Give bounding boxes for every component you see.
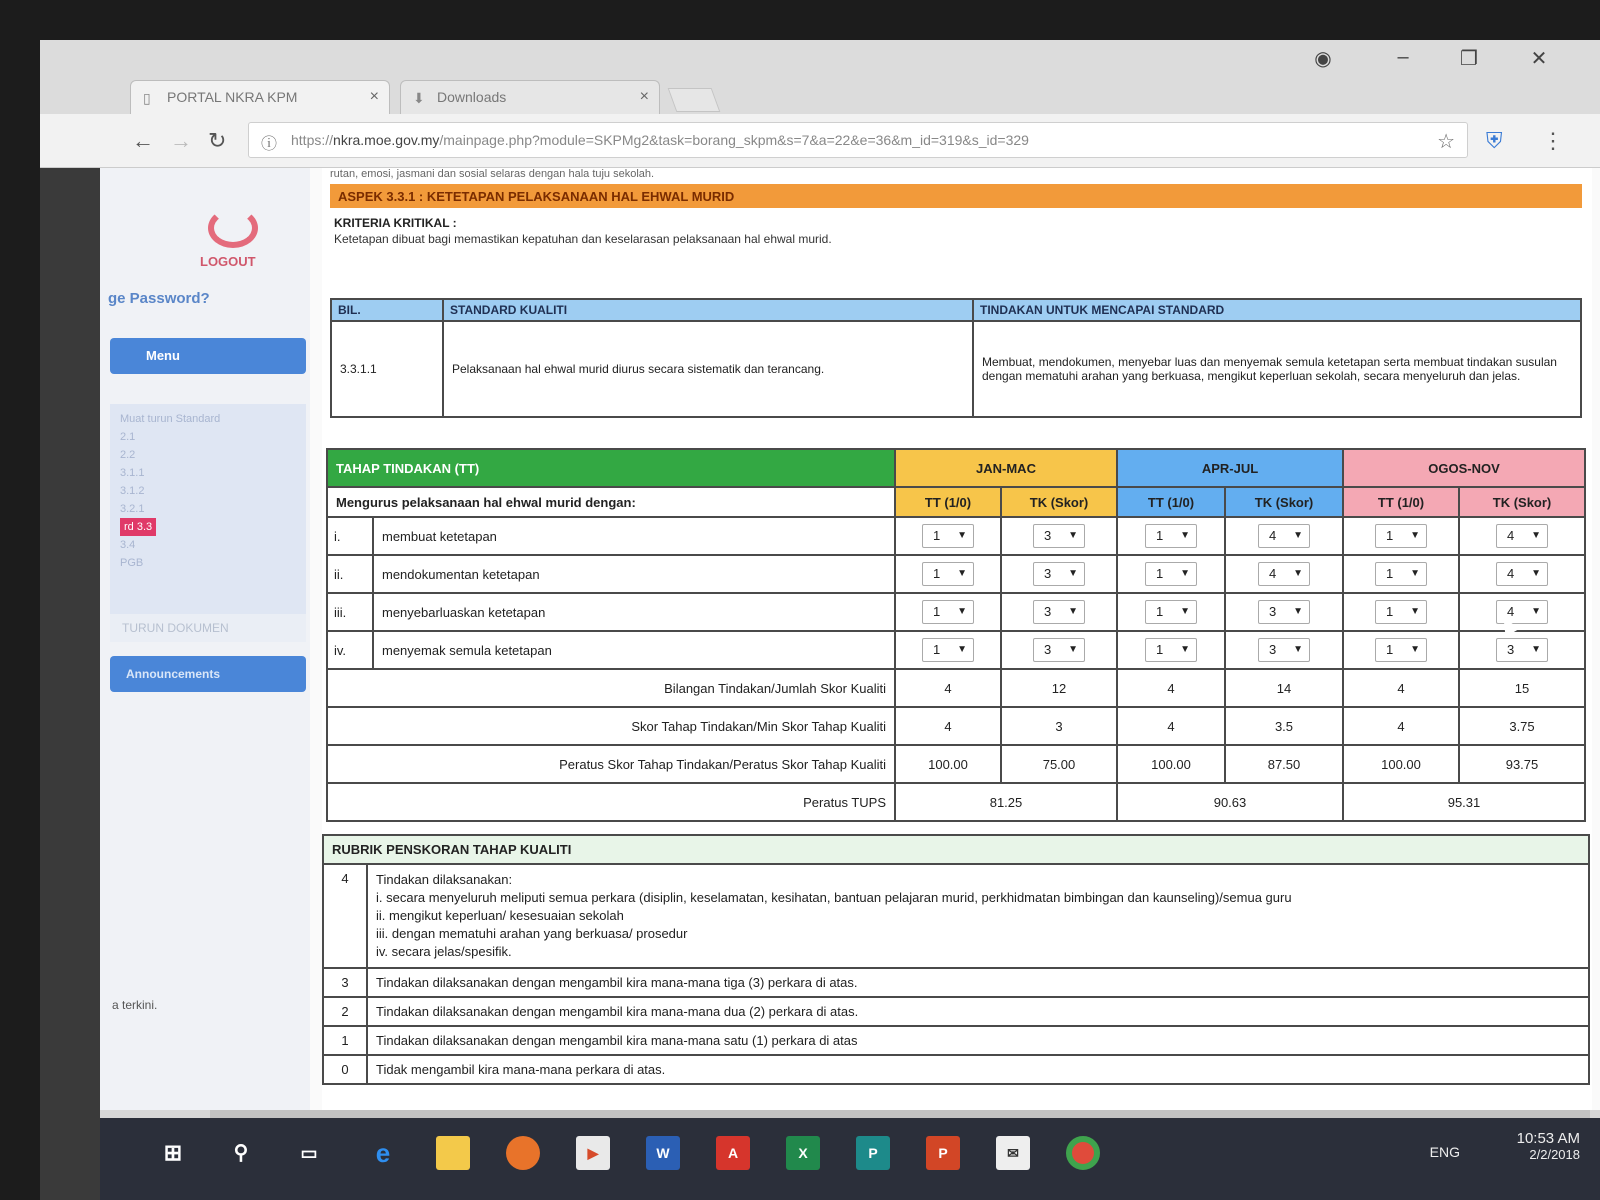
previous-text: rutan, emosi, jasmani dan sosial selaras dengan hala tuju sekolah.: [330, 168, 655, 180]
menu-item[interactable]: PGB: [120, 557, 144, 569]
language-indicator[interactable]: ENG: [1429, 1144, 1460, 1160]
summary-value: 4: [1343, 707, 1459, 745]
menu-item[interactable]: Muat turun Standard: [120, 413, 221, 425]
maximize-button[interactable]: ❐: [1460, 48, 1478, 70]
tk-select[interactable]: 4 ▼: [1258, 562, 1310, 586]
clock-date[interactable]: 2/2/2018: [1529, 1147, 1580, 1162]
rubric-level: 0: [323, 1055, 367, 1084]
rubric-level: 3: [323, 968, 367, 997]
browser-menu-icon[interactable]: ⋮: [1542, 128, 1564, 153]
rubric-title: RUBRIK PENSKORAN TAHAP KUALITI: [323, 835, 1589, 864]
tups-value: 90.63: [1117, 783, 1343, 821]
browser-tab-bar: [40, 40, 1600, 114]
minimize-button[interactable]: –: [1397, 46, 1409, 68]
back-icon[interactable]: ←: [132, 128, 154, 153]
standard-table: [330, 298, 1582, 418]
tk-select[interactable]: 4 ▼: [1496, 562, 1548, 586]
menu-item[interactable]: 3.1.1: [120, 467, 145, 479]
tups-label: Peratus TUPS: [327, 783, 895, 821]
menu-button[interactable]: Menu: [110, 338, 306, 374]
power-icon[interactable]: [208, 208, 258, 248]
header-tt: TT (1/0): [1343, 487, 1459, 517]
task-view-icon[interactable]: ▭: [300, 1143, 318, 1163]
publisher-icon[interactable]: P: [856, 1136, 890, 1170]
close-window-button[interactable]: ✕: [1530, 48, 1548, 70]
summary-value: 100.00: [1343, 745, 1459, 783]
header-apr-jul: APR-JUL: [1117, 449, 1343, 487]
tt-select[interactable]: 1 ▼: [1145, 524, 1197, 548]
bookmark-star-icon[interactable]: ☆: [1437, 131, 1455, 153]
header-tt: TT (1/0): [1117, 487, 1225, 517]
acrobat-icon[interactable]: A: [716, 1136, 750, 1170]
tt-select[interactable]: 1 ▼: [1375, 524, 1427, 548]
rubric-level: 4: [323, 864, 367, 968]
menu-item-active[interactable]: rd 3.3: [120, 518, 156, 536]
mail-icon[interactable]: ✉: [996, 1136, 1030, 1170]
row-label: membuat ketetapan: [373, 517, 895, 555]
standard-text: Pelaksanaan hal ehwal murid diurus secara sistematik dan terancang.: [443, 321, 973, 417]
tk-select[interactable]: 3 ▼: [1258, 600, 1310, 624]
header-tk: TK (Skor): [1225, 487, 1343, 517]
tab-portal-nkra[interactable]: [130, 80, 390, 114]
row-number: iii.: [327, 593, 373, 631]
summary-label: Bilangan Tindakan/Jumlah Skor Kualiti: [327, 669, 895, 707]
header-jan-mac: JAN-MAC: [895, 449, 1117, 487]
rubric-line: i. secara menyeluruh meliputi semua perkara (disiplin, keselamatan, kesihatan, bantuan pelajaran murid, perkhidmatan bimbingan dan kaunseling)/semua guru: [376, 890, 1292, 905]
change-password-link[interactable]: ge Password?: [108, 290, 210, 307]
menu-item[interactable]: 3.1.2: [120, 485, 145, 497]
summary-value: 3: [1001, 707, 1117, 745]
summary-value: 3.75: [1459, 707, 1585, 745]
score-intro: Mengurus pelaksanaan hal ehwal murid dengan:: [327, 487, 895, 517]
rubric-line: iv. secara jelas/spesifik.: [376, 944, 512, 959]
summary-label: Peratus Skor Tahap Tindakan/Peratus Skor Tahap Kualiti: [327, 745, 895, 783]
summary-row: [327, 707, 1585, 745]
tt-select[interactable]: 1 ▼: [922, 638, 974, 662]
monitor-screen: [40, 40, 1600, 1200]
tt-select[interactable]: 1 ▼: [1145, 600, 1197, 624]
rubric-description: Tindakan dilaksanakan dengan mengambil kira mana-mana tiga (3) perkara di atas.: [367, 968, 1589, 997]
site-info-icon[interactable]: ⓘ: [261, 136, 278, 153]
sidebar: [100, 168, 310, 1118]
chrome-icon[interactable]: [1066, 1136, 1100, 1170]
tab-label: Downloads: [437, 89, 507, 105]
menu-item[interactable]: 2.1: [120, 431, 136, 443]
close-tab-icon[interactable]: ×: [369, 88, 379, 105]
forward-icon[interactable]: →: [170, 128, 192, 153]
kriteria-text: Ketetapan dibuat bagi memastikan kepatuhan dan keselarasan pelaksanaan hal ehwal murid.: [334, 232, 832, 246]
system-tray: [1429, 1130, 1580, 1162]
table-row: [327, 555, 1585, 593]
header-tindakan: TINDAKAN UNTUK MENCAPAI STANDARD: [973, 299, 1581, 321]
tk-select[interactable]: 4 ▼: [1496, 600, 1548, 624]
summary-value: 12: [1001, 669, 1117, 707]
header-tk: TK (Skor): [1459, 487, 1585, 517]
row-label: menyebarluaskan ketetapan: [373, 593, 895, 631]
menu-item[interactable]: 2.2: [120, 449, 136, 461]
tk-select[interactable]: 4 ▼: [1496, 524, 1548, 548]
rubric-description: Tindakan dilaksanakan dengan mengambil kira mana-mana satu (1) perkara di atas: [367, 1026, 1589, 1055]
extension-icon[interactable]: ⛨: [1486, 128, 1503, 153]
main-content: [322, 168, 1592, 1118]
summary-value: 4: [1117, 707, 1225, 745]
score-table: [326, 448, 1586, 822]
header-tk: TK (Skor): [1001, 487, 1117, 517]
rubric-description: [367, 864, 1589, 968]
tt-select[interactable]: 1 ▼: [1145, 562, 1197, 586]
url-scheme: https://: [291, 132, 334, 148]
tt-select[interactable]: 1 ▼: [1375, 600, 1427, 624]
row-label: menyemak semula ketetapan: [373, 631, 895, 669]
summary-value: 4: [1343, 669, 1459, 707]
address-bar[interactable]: [248, 122, 1468, 158]
header-bil: BIL.: [331, 299, 443, 321]
rubric-level: 2: [323, 997, 367, 1026]
tt-select[interactable]: 1 ▼: [1375, 562, 1427, 586]
rubric-table: [322, 834, 1590, 1085]
summary-value: 4: [1117, 669, 1225, 707]
menu-item[interactable]: 3.2.1: [120, 503, 145, 515]
header-ogos-nov: OGOS-NOV: [1343, 449, 1585, 487]
edge-icon[interactable]: e: [375, 1138, 391, 1168]
menu-list: [110, 404, 306, 614]
tk-select[interactable]: 3 ▼: [1033, 600, 1085, 624]
table-row: [327, 517, 1585, 555]
summary-value: 4: [895, 669, 1001, 707]
summary-row: [327, 669, 1585, 707]
tk-select[interactable]: 3 ▼: [1496, 638, 1548, 662]
tups-value: 81.25: [895, 783, 1117, 821]
browser-toolbar: [40, 114, 1600, 168]
tab-label: PORTAL NKRA KPM: [167, 89, 298, 105]
kriteria-title: KRITERIA KRITIKAL :: [334, 216, 457, 230]
row-number: i.: [327, 517, 373, 555]
standard-bil: 3.3.1.1: [331, 321, 443, 417]
media-player-icon[interactable]: ▶: [576, 1136, 610, 1170]
aspect-heading: ASPEK 3.3.1 : KETETAPAN PELAKSANAAN HAL EHWAL MURID: [330, 184, 1582, 208]
summary-value: 100.00: [895, 745, 1001, 783]
excel-icon[interactable]: X: [786, 1136, 820, 1170]
header-standard: STANDARD KUALITI: [443, 299, 973, 321]
url-host: nkra.moe.gov.my: [333, 132, 440, 148]
download-icon: ⬇: [413, 90, 425, 106]
close-tab-icon[interactable]: ×: [639, 88, 649, 105]
tindakan-text: Membuat, mendokumen, menyebar luas dan menyemak semula ketetapan serta membuat tindakan susulan dengan mematuhi arahan yang berkuasa, mengikut keperluan sekolah, secara menyeluruh dan jelas.: [973, 321, 1581, 417]
summary-value: 75.00: [1001, 745, 1117, 783]
tk-select[interactable]: 3 ▼: [1033, 524, 1085, 548]
scrollbar-thumb[interactable]: [210, 1110, 1590, 1118]
horizontal-scrollbar[interactable]: [100, 1110, 1600, 1118]
url-path: /mainpage.php?module=SKPMg2&task=borang_skpm&s=7&a=22&e=36&m_id=319&s_id=329: [439, 132, 1029, 148]
download-document-link[interactable]: TURUN DOKUMEN: [110, 614, 306, 642]
row-number: ii.: [327, 555, 373, 593]
tt-select[interactable]: 1 ▼: [922, 562, 974, 586]
windows-start-icon[interactable]: ⊞: [163, 1140, 183, 1165]
summary-value: 14: [1225, 669, 1343, 707]
rubric-line: Tindakan dilaksanakan:: [376, 872, 513, 887]
summary-value: 3.5: [1225, 707, 1343, 745]
row-number: iv.: [327, 631, 373, 669]
header-tahap-tindakan: TAHAP TINDAKAN (TT): [327, 449, 895, 487]
tk-select[interactable]: 4 ▼: [1258, 524, 1310, 548]
tups-value: 95.31: [1343, 783, 1585, 821]
tab-downloads[interactable]: [400, 80, 660, 114]
tt-select[interactable]: 1 ▼: [922, 600, 974, 624]
tt-select[interactable]: 1 ▼: [1145, 638, 1197, 662]
page-icon: ▯: [143, 90, 151, 106]
rubric-line: iii. dengan mematuhi arahan yang berkuasa/ prosedur: [376, 926, 688, 941]
word-icon[interactable]: W: [646, 1136, 680, 1170]
tk-select[interactable]: 3 ▼: [1033, 638, 1085, 662]
rubric-line: ii. mengikut keperluan/ kesesuaian sekolah: [376, 908, 624, 923]
summary-value: 87.50: [1225, 745, 1343, 783]
announcements-button[interactable]: Announcements: [110, 656, 306, 692]
tt-select[interactable]: 1 ▼: [922, 524, 974, 548]
windows-taskbar: [100, 1118, 1600, 1200]
firefox-icon[interactable]: [506, 1136, 540, 1170]
logout-link[interactable]: LOGOUT: [200, 254, 256, 269]
summary-value: 93.75: [1459, 745, 1585, 783]
file-explorer-icon[interactable]: [436, 1136, 470, 1170]
summary-value: 100.00: [1117, 745, 1225, 783]
rubric-level: 1: [323, 1026, 367, 1055]
summary-row: [327, 745, 1585, 783]
rubric-description: Tidak mengambil kira mana-mana perkara di atas.: [367, 1055, 1589, 1084]
rubric-description: Tindakan dilaksanakan dengan mengambil kira mana-mana dua (2) perkara di atas.: [367, 997, 1589, 1026]
more-link[interactable]: a terkini.: [112, 998, 158, 1012]
summary-value: 4: [895, 707, 1001, 745]
row-label: mendokumentan ketetapan: [373, 555, 895, 593]
table-row: [327, 593, 1585, 631]
web-page: [100, 168, 1600, 1118]
tt-select[interactable]: 1 ▼: [1375, 638, 1427, 662]
menu-item[interactable]: 3.4: [120, 539, 136, 551]
summary-label: Skor Tahap Tindakan/Min Skor Tahap Kualiti: [327, 707, 895, 745]
new-tab-button[interactable]: [668, 88, 721, 112]
account-icon[interactable]: ◉: [1314, 48, 1332, 70]
clock-time[interactable]: 10:53 AM: [1516, 1130, 1580, 1147]
tk-select[interactable]: 3 ▼: [1258, 638, 1310, 662]
summary-value: 15: [1459, 669, 1585, 707]
table-row: [327, 631, 1585, 669]
header-tt: TT (1/0): [895, 487, 1001, 517]
powerpoint-icon[interactable]: P: [926, 1136, 960, 1170]
tups-row: [327, 783, 1585, 821]
search-icon[interactable]: ⚲: [233, 1142, 249, 1164]
tk-select[interactable]: 3 ▼: [1033, 562, 1085, 586]
reload-icon[interactable]: ↻: [208, 128, 227, 153]
